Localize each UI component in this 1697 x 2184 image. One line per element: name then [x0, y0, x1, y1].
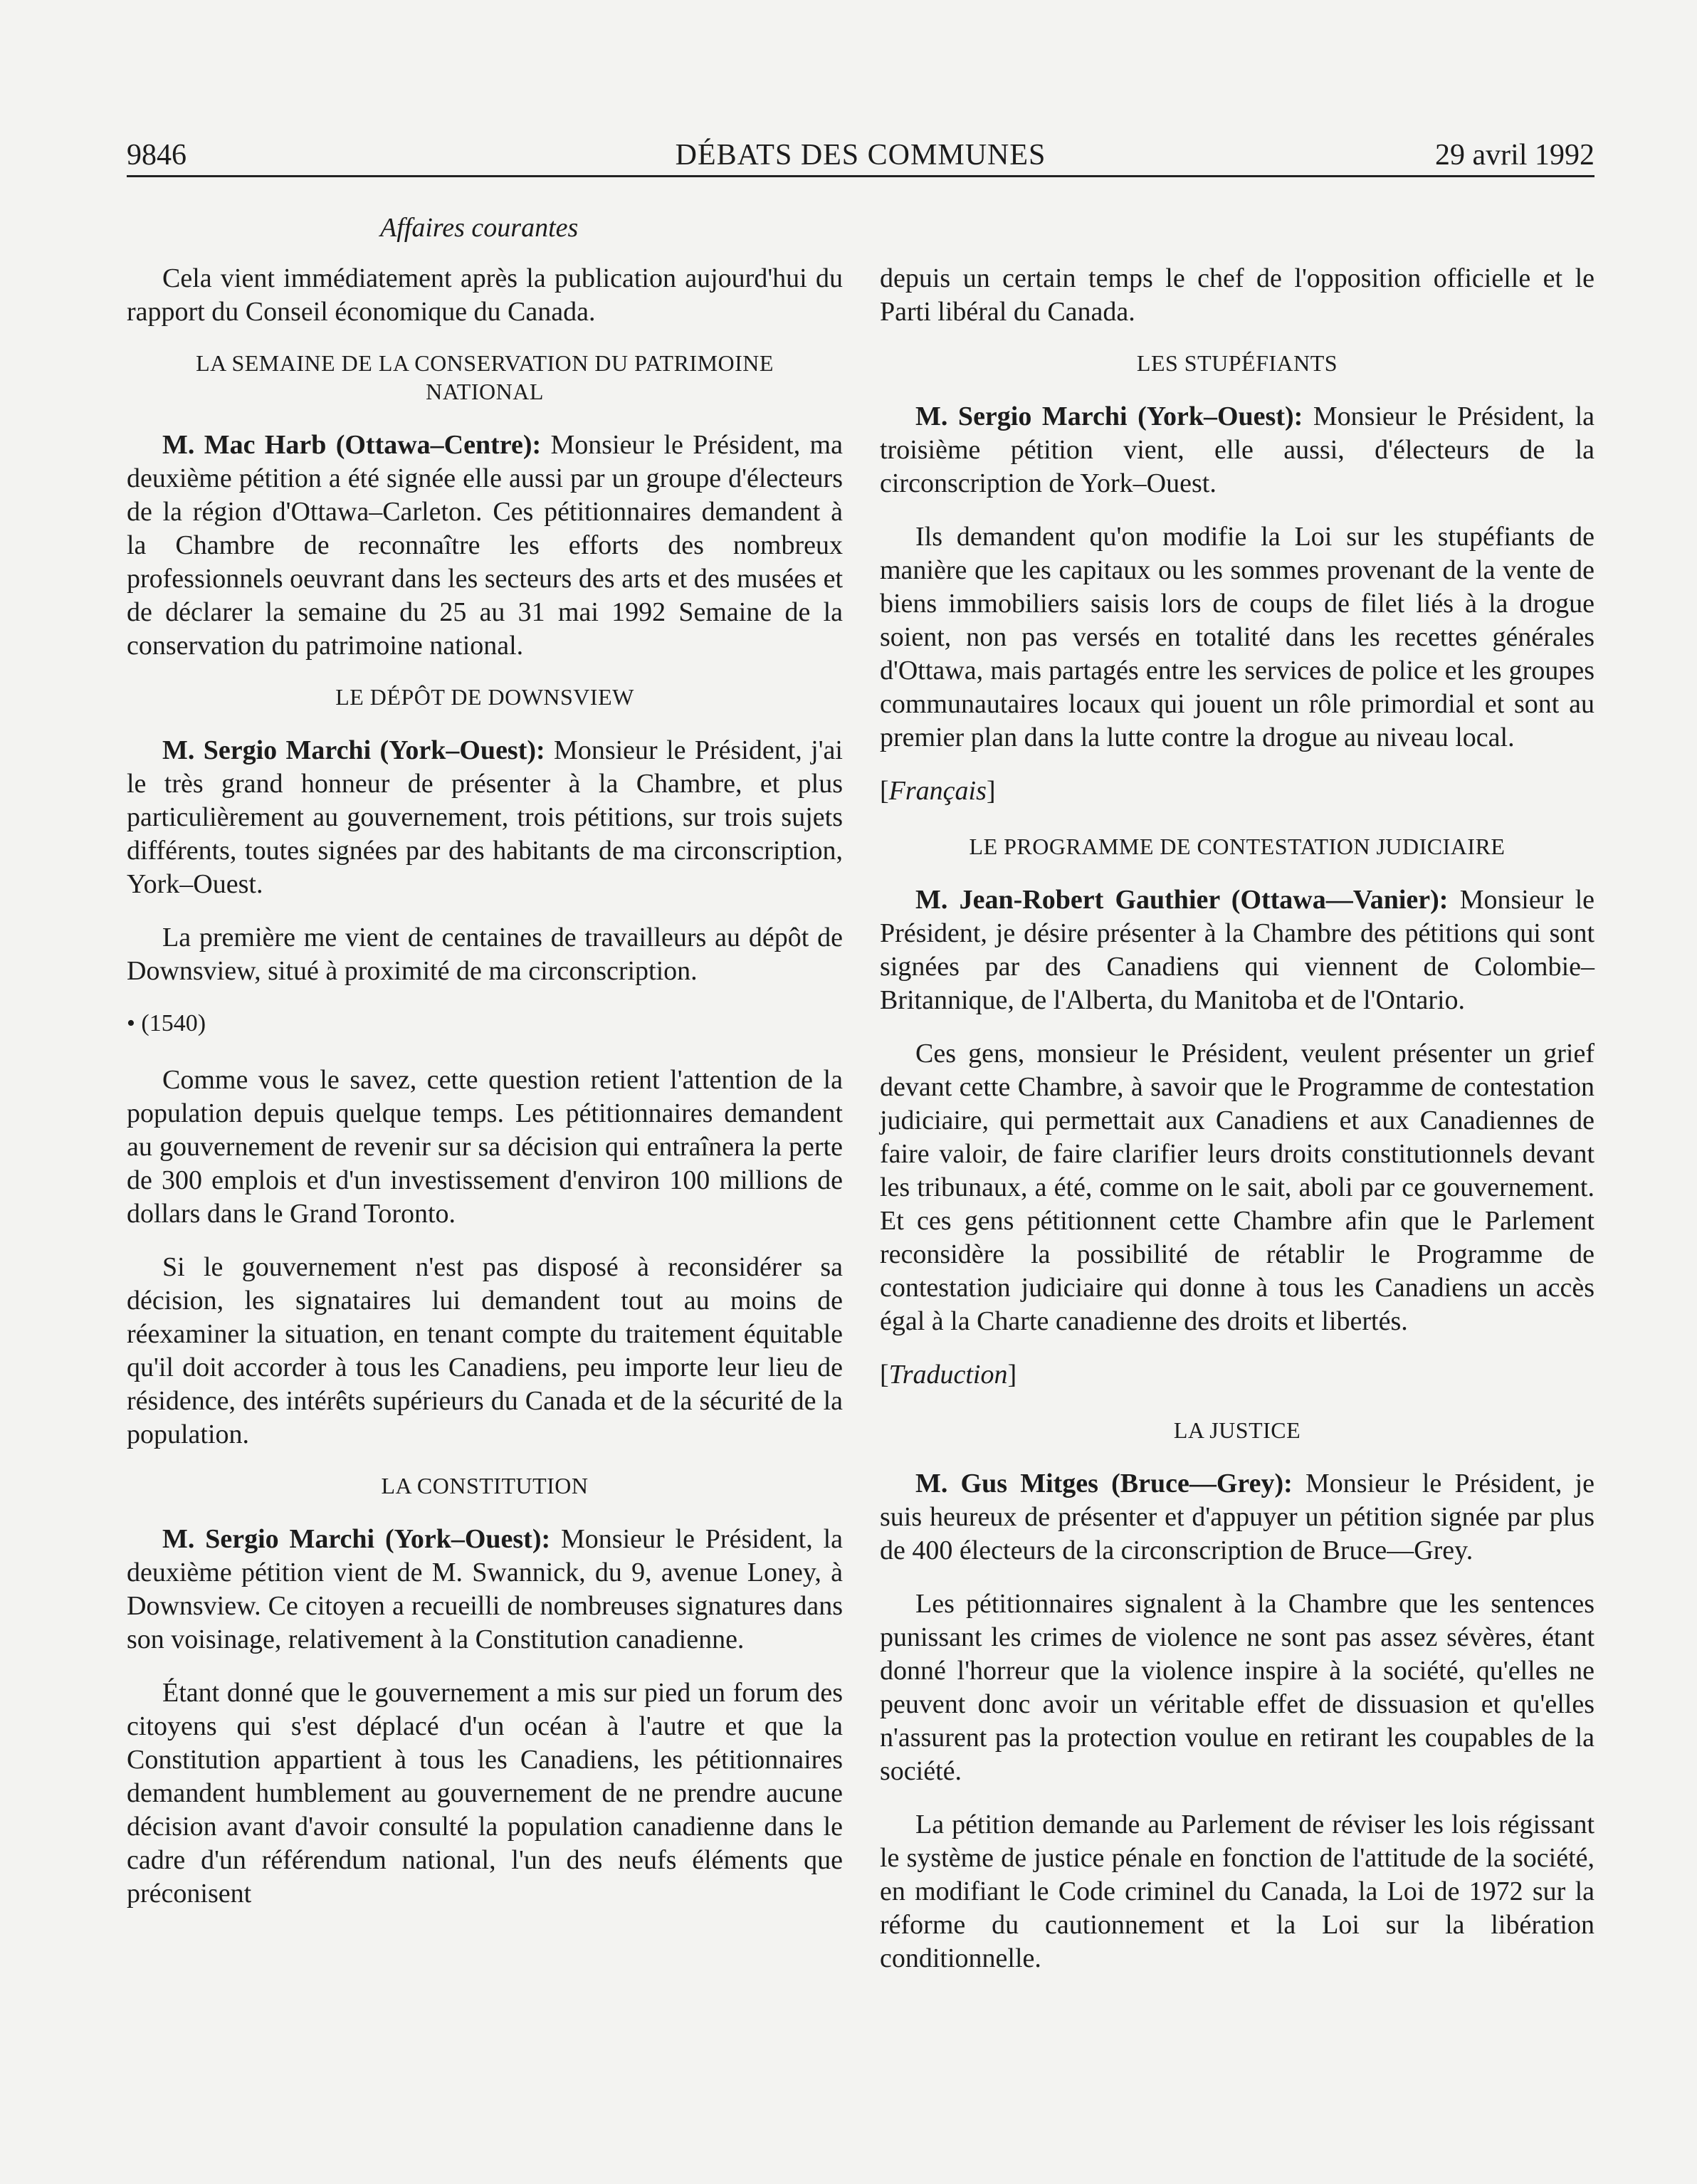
speaker-name: M. Gus Mitges (Bruce—Grey):	[915, 1469, 1293, 1498]
paragraph	[880, 400, 1594, 500]
paragraph: depuis un certain temps le chef de l'opposition officielle et le Parti libéral du Canada.	[880, 263, 1594, 327]
section-heading: LA CONSTITUTION	[381, 1473, 589, 1498]
page-header	[127, 134, 1594, 177]
paragraph: Ils demandent qu'on modifie la Loi sur les stupéfiants de manière que les capitaux ou les sommes provenant de la vente de biens immobiliers saisis lors de coups de filet liés à la drogue soient, non pas versés en totalité dans les recettes générales d'Ottawa, mais partagés entre les services de police et les groupes communautaires locaux qui jouent un rôle primordial et sont au premier plan dans la lutte contre la drogue au niveau local.	[880, 522, 1594, 752]
section-heading: LE PROGRAMME DE CONTESTATION JUDICIAIRE	[969, 834, 1506, 859]
left-column	[127, 262, 843, 1931]
paragraph: Ces gens, monsieur le Président, veulent présenter un grief devant cette Chambre, à savoir que le Programme de contestation judiciaire, qui permettait aux Canadiens et aux Canadiennes de faire valoir, de faire clarifier leurs droits constitutionnels devant les tribunaux, a été, comme on le sait, aboli par ce gouvernement. Et ces gens pétitionnent cette Chambre afin que le Parlement reconsidère la possibilité de rétablir le Programme de contestation judiciaire qui donne à tous les Canadiens un accès égal à la Charte canadienne des droits et libertés.	[880, 1039, 1594, 1336]
paragraph	[880, 883, 1594, 1017]
paragraph: La première me vient de centaines de travailleurs au dépôt de Downsview, situé à proximité de ma circonscription.	[127, 923, 843, 986]
publication-title: DÉBATS DES COMMUNES	[675, 139, 1046, 172]
speaker-name: M. Sergio Marchi (York–Ouest):	[162, 1524, 551, 1554]
speaker-name: M. Mac Harb (Ottawa–Centre):	[162, 430, 542, 460]
paragraph: Cela vient immédiatement après la publication aujourd'hui du rapport du Conseil économique du Canada.	[127, 263, 843, 327]
speech-text: Monsieur le Président, je désire présenter à la Chambre des pétitions qui sont signées par des Canadiens qui viennent de Colombie–Britannique, de l'Alberta, du Manitoba et de l'Ontario.	[880, 885, 1595, 1015]
paragraph	[127, 429, 843, 663]
paragraph	[880, 1467, 1594, 1568]
section-heading: LE DÉPÔT DE DOWNSVIEW	[335, 684, 634, 710]
speaker-name: M. Sergio Marchi (York–Ouest):	[162, 735, 545, 765]
paragraph: Comme vous le savez, cette question retient l'attention de la population depuis quelque temps. Les pétitionnaires demandent au gouvernement de revenir sur sa décision qui entraînera la perte de 300 emplois et d'un investissement d'environ 100 millions de dollars dans le Grand Toronto.	[127, 1065, 843, 1229]
header-rule	[127, 175, 1594, 177]
section-title: Affaires courantes	[380, 213, 579, 243]
paragraph: La pétition demande au Parlement de réviser les lois régissant le système de justice pénale en fonction de l'attitude de la société, en modifiant le Code criminel du Canada, la Loi de 1972 sur la réforme du cautionnement et la Loi sur la libération conditionnelle.	[880, 1810, 1594, 1973]
language-note-text: Traduction	[888, 1360, 1008, 1390]
section-heading: LA SEMAINE DE LA CONSERVATION DU PATRIMOINE NATIONAL	[196, 350, 774, 404]
section-heading: LA JUSTICE	[1173, 1417, 1301, 1443]
speech-text: Monsieur le Président, la deuxième pétition vient de M. Swannick, du 9, avenue Loney, à Downsview. Ce citoyen a recueilli de nombreuses signatures dans son voisinage, relativement à la Constitution canadienne.	[127, 1524, 843, 1654]
language-note: [Français]	[880, 776, 996, 806]
speech-text: Monsieur le Président, ma deuxième pétition a été signée elle aussi par un groupe d'électeurs de la région d'Ottawa–Carleton. Ces pétitionnaires demandent à la Chambre de reconnaître les efforts des nombreux professionnels oeuvrant dans les secteurs des arts et des musées et de déclarer la semaine du 25 au 31 mai 1992 Semaine de la conservation du patrimoine national.	[127, 430, 843, 661]
time-marker: • (1540)	[127, 1010, 206, 1036]
language-note-text: Français	[888, 776, 987, 806]
paragraph	[127, 734, 843, 901]
speaker-name: M. Sergio Marchi (York–Ouest):	[915, 401, 1303, 431]
language-note: [Traduction]	[880, 1360, 1017, 1390]
speaker-name: M. Jean-Robert Gauthier (Ottawa—Vanier):	[915, 885, 1449, 915]
paragraph: Si le gouvernement n'est pas disposé à reconsidérer sa décision, les signataires lui demandent tout au moins de réexaminer la situation, en tenant compte du traitement équitable qu'il doit accorder à tous les Canadiens, peu importe leur lieu de résidence, des intérêts supérieurs du Canada et de la sécurité de la population.	[127, 1252, 843, 1449]
section-heading: LES STUPÉFIANTS	[1136, 350, 1338, 376]
paragraph: Les pétitionnaires signalent à la Chambre que les sentences punissant les crimes de violence ne sont pas assez sévères, étant donné l'horreur que la violence inspire à la société, qu'elles ne peuvent donc avoir un véritable effet de dissuasion et qu'elles n'assurent pas la protection voulue en retirant les coupables de la société.	[880, 1589, 1594, 1786]
paragraph: Étant donné que le gouvernement a mis sur pied un forum des citoyens qui s'est déplacé d'un océan à l'autre et que la Constitution appartient à tous les Canadiens, les pétitionnaires demandent humblement au gouvernement de ne prendre aucune décision avant d'avoir consulté la population canadienne dans le cadre d'un référendum national, l'un des neufs éléments que préconisent	[127, 1678, 843, 1909]
paragraph	[127, 1523, 843, 1657]
speech-text: Monsieur le Président, la troisième pétition vient, elle aussi, d'électeurs de la circonscription de York–Ouest.	[880, 401, 1594, 498]
speech-text: Monsieur le Président, j'ai le très grand honneur de présenter à la Chambre, et plus particulièrement au gouvernement, trois pétitions, sur trois sujets différents, toutes signées par des habitants de ma circonscription, York–Ouest.	[127, 735, 843, 899]
page-number: 9846	[127, 139, 186, 172]
right-column	[880, 262, 1594, 1995]
publication-date: 29 avril 1992	[1435, 139, 1594, 172]
speech-text: Monsieur le Président, je suis heureux de présenter et d'appuyer un pétition signée par plus de 400 électeurs de la circonscription de Bruce—Grey.	[880, 1469, 1594, 1565]
